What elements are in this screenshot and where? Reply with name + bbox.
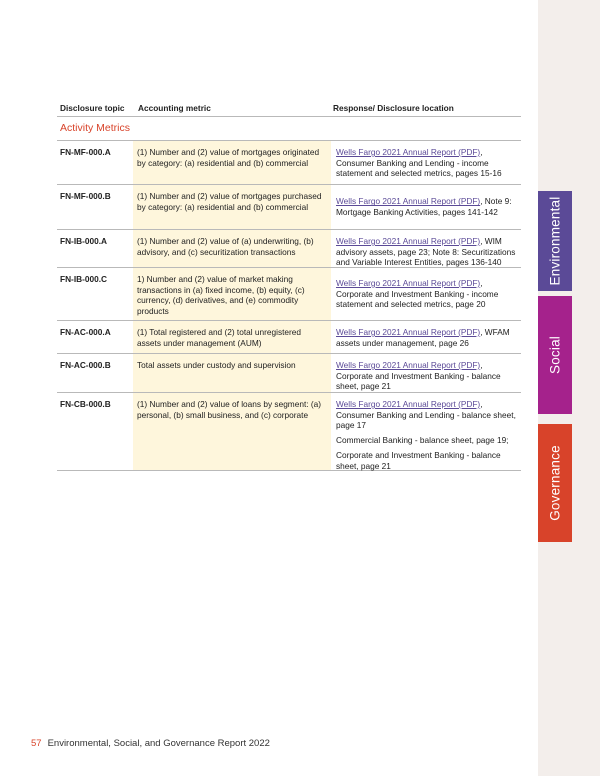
accounting-metric: (1) Number and (2) value of mortgages purchased by category: (a) residential and (b) commercial	[133, 185, 331, 229]
header-response: Response/ Disclosure location	[333, 103, 454, 113]
page-footer	[31, 738, 270, 749]
response-cell	[331, 185, 521, 229]
header-disclosure-topic: Disclosure topic	[60, 103, 125, 113]
response-cell	[331, 321, 521, 353]
response-text: , Corporate and Investment Banking - balance sheet, page 21	[336, 360, 501, 392]
disclosure-code: FN-AC-000.A	[60, 327, 111, 337]
disclosure-code: FN-MF-000.A	[60, 147, 111, 157]
accounting-metric: Total assets under custody and supervision	[133, 354, 331, 392]
header-accounting-metric: Accounting metric	[138, 103, 211, 113]
response-text: , Note 9: Mortgage Banking Activities, pages 141-142	[336, 196, 512, 217]
page-number: 57	[31, 738, 42, 749]
accounting-metric: (1) Total registered and (2) total unregistered assets under management (AUM)	[133, 321, 331, 353]
response-cell	[331, 393, 521, 470]
table-row	[57, 321, 521, 354]
section-title: Activity Metrics	[60, 122, 131, 134]
table-row	[57, 230, 521, 268]
response-text: , Consumer Banking and Lending - balance sheet, page 17	[336, 399, 516, 431]
response-cell	[331, 354, 521, 392]
annual-report-link[interactable]: Wells Fargo 2021 Annual Report (PDF)	[336, 196, 481, 207]
response-extra-text: Commercial Banking - balance sheet, page 19;	[336, 435, 509, 446]
response-text: , WIM advisory assets, page 23; Note 8: Securitizations and Variable Interest Entities, pages 136-140	[336, 236, 516, 268]
tab-social-label: Social	[547, 336, 563, 374]
tab-environmental-label: Environmental	[547, 196, 563, 286]
table-header	[57, 103, 521, 117]
table-row	[57, 185, 521, 230]
table-row	[57, 268, 521, 321]
disclosure-code: FN-AC-000.B	[60, 360, 111, 370]
annual-report-link[interactable]: Wells Fargo 2021 Annual Report (PDF)	[336, 399, 481, 409]
disclosure-code: FN-IB-000.A	[60, 236, 108, 246]
accounting-metric: (1) Number and (2) value of loans by segment: (a) personal, (b) small business, and (c) corporate	[133, 393, 331, 470]
accounting-metric: 1) Number and (2) value of market making transactions in (a) fixed income, (b) equity, (c) currency, (d) derivatives, and (e) commodity products	[133, 268, 331, 320]
annual-report-link[interactable]: Wells Fargo 2021 Annual Report (PDF)	[336, 147, 481, 157]
table-row	[57, 354, 521, 393]
tab-governance-label: Governance	[547, 445, 563, 521]
disclosure-code: FN-MF-000.B	[60, 191, 111, 201]
tab-environmental[interactable]	[538, 191, 572, 291]
response-cell	[331, 268, 521, 320]
annual-report-link[interactable]: Wells Fargo 2021 Annual Report (PDF)	[336, 327, 481, 337]
table-row	[57, 393, 521, 471]
tab-governance[interactable]	[538, 424, 572, 542]
table-row	[57, 141, 521, 185]
annual-report-link[interactable]: Wells Fargo 2021 Annual Report (PDF)	[336, 236, 481, 246]
disclosure-code: FN-IB-000.C	[60, 274, 108, 284]
footer-title: Environmental, Social, and Governance Report 2022	[47, 738, 270, 749]
disclosure-code: FN-CB-000.B	[60, 399, 111, 409]
response-text: , Consumer Banking and Lending - income statement and selected metrics, pages 15-16	[336, 147, 502, 179]
response-extra-text: Corporate and Investment Banking - balance sheet, page 21	[336, 449, 501, 471]
response-text: , Corporate and Investment Banking - income statement and selected metrics, page 20	[336, 277, 499, 310]
annual-report-link[interactable]: Wells Fargo 2021 Annual Report (PDF)	[336, 360, 481, 370]
disclosure-table	[57, 103, 521, 471]
section-row	[57, 117, 521, 141]
tab-social[interactable]	[538, 296, 572, 414]
accounting-metric: (1) Number and (2) value of mortgages originated by category: (a) residential and (b) commercial	[133, 141, 331, 184]
response-text: , WFAM assets under management, page 26	[336, 327, 510, 348]
accounting-metric: (1) Number and (2) value of (a) underwriting, (b) advisory, and (c) securitization transactions	[133, 230, 331, 267]
response-cell	[331, 230, 521, 267]
response-cell	[331, 141, 521, 184]
annual-report-link[interactable]: Wells Fargo 2021 Annual Report (PDF)	[336, 277, 481, 288]
